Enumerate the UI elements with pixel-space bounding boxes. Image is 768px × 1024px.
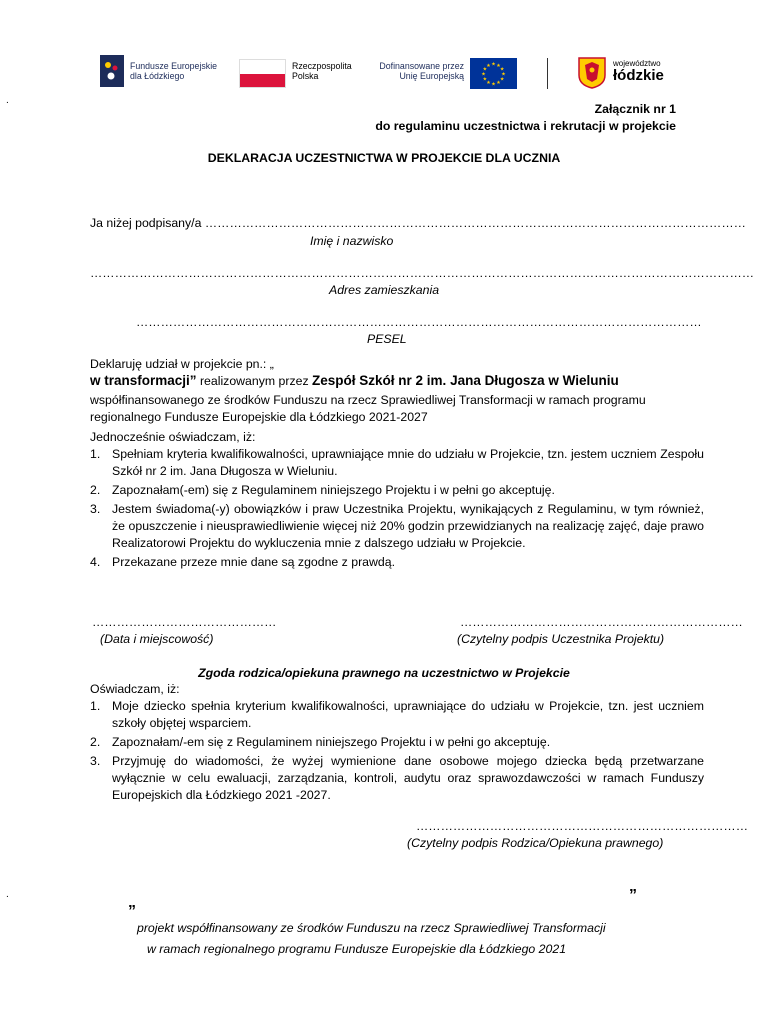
lodzkie-logo-line1: województwo <box>613 59 661 68</box>
realized-by-text: realizowanym przez <box>196 374 313 388</box>
list-item-number: 2. <box>90 483 101 497</box>
footer-line1: projekt współfinansowany ze środków Funduszu na rzecz Sprawiedliwej Transformacji <box>137 921 606 935</box>
logo-divider <box>547 58 548 89</box>
project-name-tail: w transformacji” <box>90 373 197 388</box>
list-item-text: Przyjmuję do wiadomości, że wyżej wymienione dane osobowe mojego dziecka będą przetwarzane wyłącznie w celu ewaluacji, zarządzania, kontroli, audytu oraz sprawozdawczości w ramach Funduszy Europejskich dla Łódzkiego 2021 -2027. <box>112 754 704 802</box>
eu-flag-icon <box>470 58 517 89</box>
page-title: DEKLARACJA UCZESTNICTWA W PROJEKCIE DLA UCZNIA <box>207 151 561 165</box>
lodzkie-logo-text <box>613 59 664 84</box>
participant-signature-line: …………………………………………………………… <box>460 615 743 629</box>
svg-text:★: ★ <box>491 81 496 88</box>
fe-logo-line2: dla Łódzkiego <box>130 71 185 81</box>
list-item-text: Spełniam kryteria kwalifikowalności, uprawniające mnie do udziału w Projekcie, tzn. jestem uczniem Zespołu Szkół nr 2 im. Jana Długosza w Wieluniu. <box>112 447 704 478</box>
svg-text:★: ★ <box>486 62 491 69</box>
footer-quote-close: ” <box>629 887 637 904</box>
list-item-number: 4. <box>90 555 101 569</box>
parent-signature-caption: (Czytelny podpis Rodzica/Opiekuna prawnego) <box>407 836 664 850</box>
parent-consent-list <box>90 698 704 804</box>
fundusze-europejskie-logo-icon <box>100 55 124 87</box>
list-item-text: Jestem świadoma(-y) obowiązków i praw Uczestnika Projektu, wynikających z Regulaminu, w tym również, że opuszczenie i nieusprawiedliwienie więcej niż 20% godzin przewidzianych na realizację zajęć, daje prawo Realizatorowi Projektu do wykluczenia mnie z dalszego udziału w Projekcie. <box>112 502 704 550</box>
annex-description: do regulaminu uczestnictwa i rekrutacji w projekcie <box>375 119 676 133</box>
participant-declaration-list <box>90 446 704 571</box>
fe-logo-line1: Fundusze Europejskie <box>130 61 218 71</box>
svg-text:★: ★ <box>482 66 488 73</box>
name-field: Ja niżej podpisany/a …………………………………………………………………………………………………………………… <box>90 216 746 230</box>
address-field: ……………………………………………………………………………………………………………………………………………… <box>90 266 755 280</box>
list-item <box>90 446 704 480</box>
footer-line2: w ramach regionalnego programu Fundusze Europejskie dla Łódzkiego 2021 <box>147 942 567 956</box>
svg-text:★: ★ <box>496 80 501 87</box>
date-place-line: ……………………………………… <box>92 615 277 629</box>
list-item-number: 1. <box>90 699 101 713</box>
pesel-field: ………………………………………………………………………………………………………………………… <box>136 315 702 329</box>
address-caption: Adres zamieszkania <box>329 283 440 297</box>
parent-signature-line: ……………………………………………………………………… <box>416 819 749 833</box>
svg-text:★: ★ <box>486 80 491 87</box>
list-item <box>90 482 704 499</box>
participant-signature-caption: (Czytelny podpis Uczestnika Projektu) <box>457 632 665 646</box>
school-name: Zespół Szkół nr 2 im. Jana Długosza w Wieluniu <box>312 373 619 388</box>
svg-text:★: ★ <box>501 71 506 78</box>
date-place-caption: (Data i miejscowość) <box>100 632 214 646</box>
lodzkie-coat-of-arms-icon <box>578 57 606 89</box>
list-item <box>90 698 704 732</box>
svg-text:★: ★ <box>491 61 496 68</box>
eu-logo-text <box>374 61 464 81</box>
logo-bar <box>0 48 768 94</box>
fe-logo-text <box>130 61 217 81</box>
list-item <box>90 734 704 751</box>
list-item-number: 3. <box>90 754 101 768</box>
list-item <box>90 554 704 571</box>
pesel-caption: PESEL <box>367 332 407 346</box>
list-item-text: Moje dziecko spełnia kryterium kwalifikowalności, uprawniające do udziału w Projekcie, tzn. jest uczniem szkoły objętej wsparciem. <box>112 699 704 730</box>
margin-dot-2: . <box>6 889 9 900</box>
svg-text:★: ★ <box>499 66 505 73</box>
declaration-statement-intro: Jednocześnie oświadczam, iż: <box>90 430 256 444</box>
footer-quote-open: „ <box>128 894 136 911</box>
list-item-text: Przekazane przeze mnie dane są zgodne z prawdą. <box>112 555 395 569</box>
svg-text:★: ★ <box>481 71 486 78</box>
declaration-program-line: regionalnego Fundusze Europejskie dla Łódzkiego 2021-2027 <box>90 410 428 424</box>
list-item <box>90 501 704 552</box>
rp-logo-line1: Rzeczpospolita <box>292 61 352 71</box>
list-item-number: 1. <box>90 447 101 461</box>
declaration-intro: Deklaruję udział w projekcie pn.: „ <box>90 357 274 371</box>
list-item <box>90 753 704 804</box>
name-caption: Imię i nazwisko <box>310 234 394 248</box>
eu-logo-line1: Dofinansowane przez <box>379 61 464 71</box>
svg-text:★: ★ <box>496 62 501 69</box>
list-item-number: 2. <box>90 735 101 749</box>
lodzkie-logo-line2: łódzkie <box>613 67 664 84</box>
list-item-text: Zapoznałam/-em się z Regulaminem niniejszego Projektu i w pełni go akceptuję. <box>112 735 551 749</box>
consent-title: Zgoda rodzica/opiekuna prawnego na uczestnictwo w Projekcie <box>198 666 570 680</box>
annex-number: Załącznik nr 1 <box>594 102 676 116</box>
eu-logo-line2: Unię Europejską <box>399 71 464 81</box>
svg-text:★: ★ <box>482 76 488 83</box>
margin-dot-1: . <box>6 95 9 106</box>
rp-logo-text <box>292 61 352 81</box>
consent-intro: Oświadczam, iż: <box>90 682 180 696</box>
rp-logo-line2: Polska <box>292 71 319 81</box>
svg-text:★: ★ <box>499 76 505 83</box>
list-item-text: Zapoznałam(-em) się z Regulaminem niniejszego Projektu i w pełni go akceptuję. <box>112 483 555 497</box>
list-item-number: 3. <box>90 502 101 516</box>
declaration-funding-line: współfinansowanego ze środków Funduszu na rzecz Sprawiedliwej Transformacji w ramach programu <box>90 393 646 407</box>
polish-flag-icon <box>239 59 286 88</box>
declaration-project-line <box>90 372 678 390</box>
